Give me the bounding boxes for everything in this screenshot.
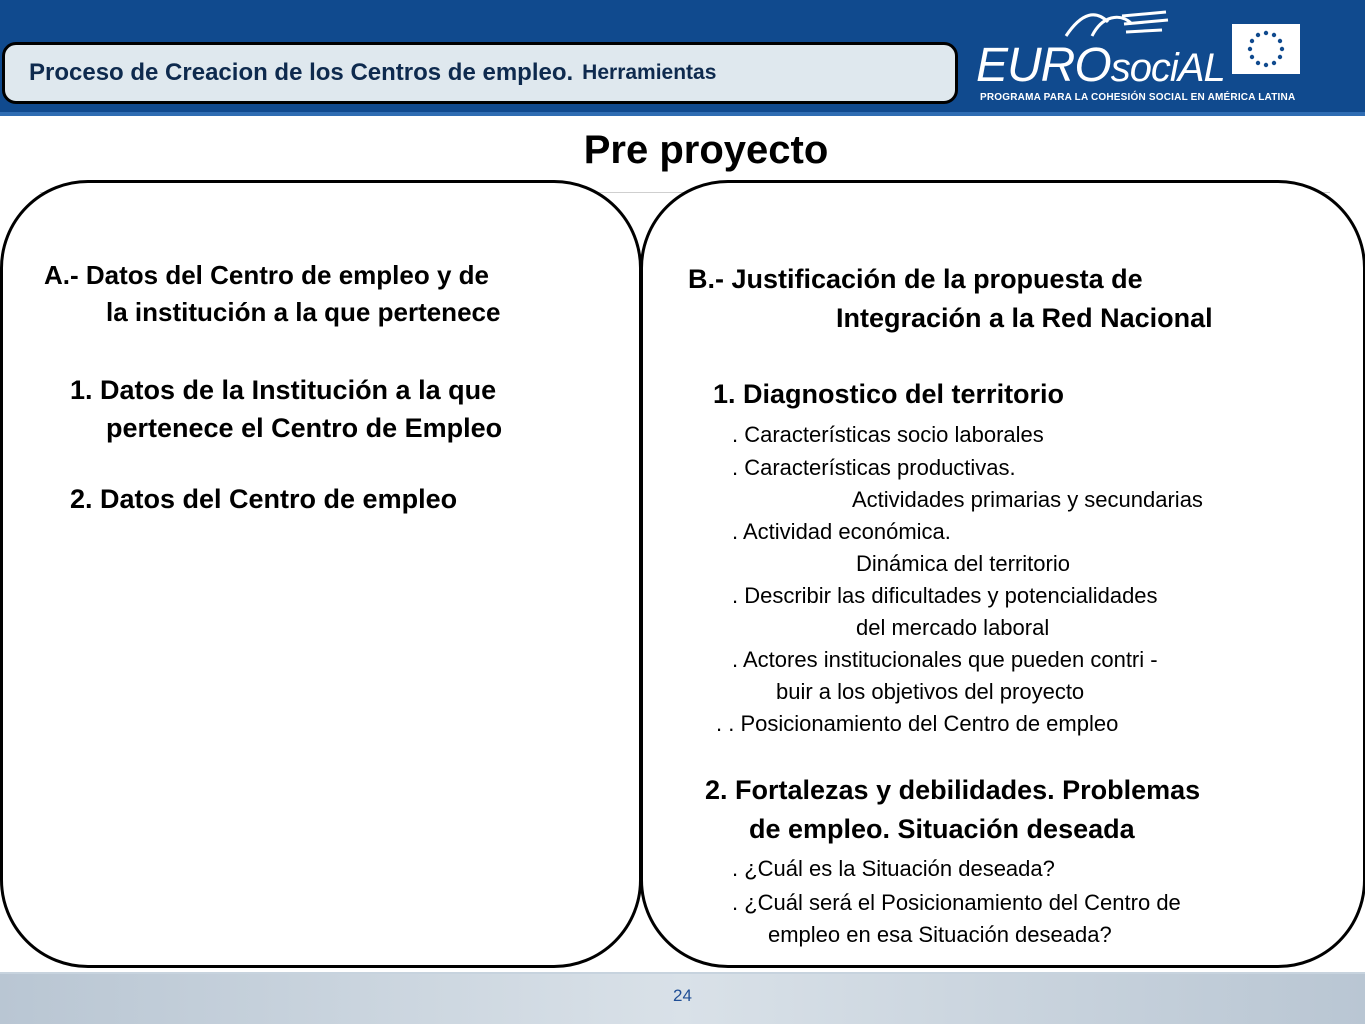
panel-b-line-5: Dinámica del territorio: [856, 551, 1070, 576]
eu-flag-icon: [1232, 24, 1300, 74]
page-title: Pre proyecto: [583, 128, 829, 172]
panel-b-question-3: empleo en esa Situación deseada?: [768, 922, 1112, 947]
slide-title-box: [2, 42, 958, 104]
panel-a-item2: 2. Datos del Centro de empleo: [70, 484, 458, 514]
logo-prefix: EURO: [976, 39, 1111, 92]
panel-b-line-2: . Características productivas.: [732, 455, 1016, 480]
panel-b-line-4: . Actividad económica.: [732, 519, 951, 544]
panel-a-title-line1: A.- Datos del Centro de empleo y de: [44, 260, 489, 290]
panel-b-item1: 1. Diagnostico del territorio: [713, 379, 1065, 409]
logo-tagline: PROGRAMA PARA LA COHESIÓN SOCIAL EN AMÉRICA LATINA: [980, 92, 1296, 103]
panel-b-title-line1: B.- Justificación de la propuesta de: [688, 264, 1143, 294]
panel-b-line-6: . Describir las dificultades y potencialidades: [732, 583, 1158, 608]
panel-b-question-1: . ¿Cuál es la Situación deseada?: [732, 856, 1055, 881]
panel-b-title-line2: Integración a la Red Nacional: [836, 303, 1213, 333]
panel-b-line-1: . Características socio laborales: [732, 422, 1044, 447]
panel-b-line-9: buir a los objetivos del proyecto: [776, 679, 1085, 704]
footer-divider: [0, 972, 1365, 974]
panel-b-item2-line2: de empleo. Situación deseada: [749, 814, 1135, 844]
panel-b-line-3: Actividades primarias y secundarias: [852, 487, 1203, 512]
panel-b-item2-line1: 2. Fortalezas y debilidades. Problemas: [705, 775, 1201, 805]
panel-a-item1-line2: pertenece el Centro de Empleo: [106, 413, 503, 443]
panel-b-line-10: . . Posicionamiento del Centro de empleo: [716, 711, 1119, 736]
panel-a-title-line2: la institución a la que pertenece: [106, 297, 501, 327]
logo-swirl-icon: [1062, 6, 1172, 40]
panel-a-item1-line1: 1. Datos de la Institución a la que: [70, 375, 497, 405]
logo-wordmark: [976, 38, 1225, 93]
header-divider: [0, 112, 1365, 116]
logo-middle: sociAL: [1110, 46, 1225, 90]
panel-b-line-8: . Actores institucionales que pueden contri -: [732, 647, 1158, 672]
page-number: 24: [673, 986, 692, 1005]
slide-subtitle: Herramientas: [582, 61, 717, 84]
slide-title: Proceso de Creacion de los Centros de empleo.: [29, 59, 574, 86]
panel-b-line-7: del mercado laboral: [856, 615, 1050, 640]
panel-b-question-2: . ¿Cuál será el Posicionamiento del Centro de: [732, 890, 1181, 915]
